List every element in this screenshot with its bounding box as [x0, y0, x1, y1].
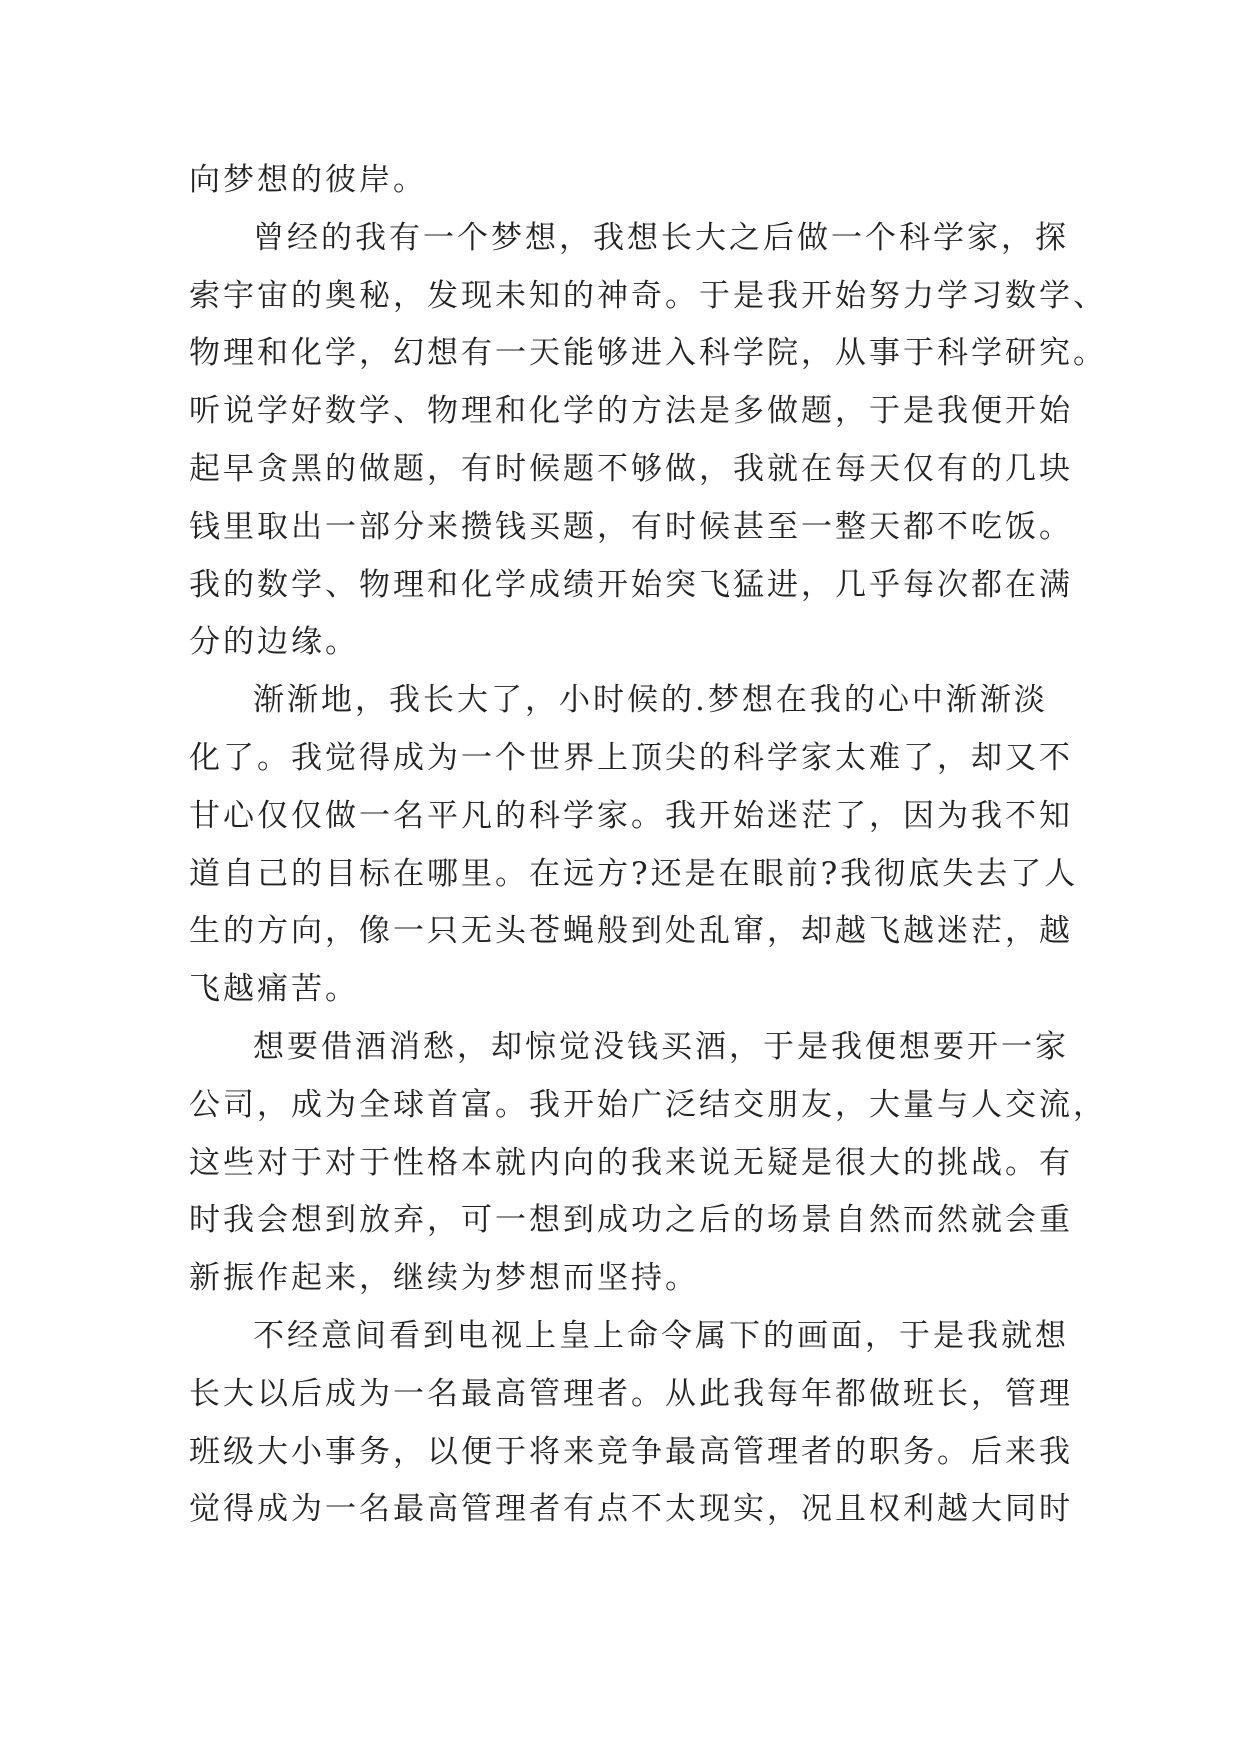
paragraph-2	[189, 210, 1107, 672]
text-line: 曾经的我有一个梦想，我想长大之后做一个科学家，探	[253, 219, 1069, 256]
text-line: 向梦想的彼岸。	[189, 162, 427, 198]
paragraph-4	[189, 1019, 1107, 1308]
text-line: 长大以后成为一名最高管理者。从此我每年都做班长，管理	[189, 1375, 1073, 1412]
paragraph-1	[189, 152, 1069, 210]
text-line: 班级大小事务，以便于将来竞争最高管理者的职务。后来我	[189, 1433, 1073, 1470]
text-line: 渐渐地，我长大了，小时候的.梦想在我的心中渐渐淡	[253, 682, 1048, 719]
text-line: 这些对于对于性格本就内向的我来说无疑是很大的挑战。有	[189, 1144, 1073, 1181]
text-line: 觉得成为一名最高管理者有点不太现实，况且权利越大同时	[189, 1491, 1073, 1528]
text-line: 新振作起来，继续为梦想而坚持。	[189, 1260, 699, 1297]
text-line: 化了。我觉得成为一个世界上顶尖的科学家太难了，却又不	[189, 739, 1073, 776]
text-line: 时我会想到放弃，可一想到成功之后的场景自然而然就会重	[189, 1202, 1073, 1239]
text-line: 索宇宙的奥秘，发现未知的神奇。于是我开始努力学习数学、	[189, 277, 1107, 314]
text-line: 公司，成为全球首富。我开始广泛结交朋友，大量与人交流，	[189, 1086, 1107, 1123]
text-line: 甘心仅仅做一名平凡的科学家。我开始迷茫了，因为我不知	[189, 797, 1073, 834]
text-line: 不经意间看到电视上皇上命令属下的画面，于是我就想	[253, 1317, 1069, 1354]
text-line: 我的数学、物理和化学成绩开始突飞猛进，几乎每次都在满	[189, 566, 1073, 603]
text-line: 听说学好数学、物理和化学的方法是多做题，于是我便开始	[189, 393, 1073, 430]
text-line: 道自己的目标在哪里。在远方?还是在眼前?我彻底失去了人	[189, 855, 1079, 892]
text-line: 想要借酒消愁，却惊觉没钱买酒，于是我便想要开一家	[253, 1028, 1069, 1065]
text-line: 分的边缘。	[189, 624, 359, 661]
text-line: 钱里取出一部分来攒钱买题，有时候甚至一整天都不吃饭。	[189, 508, 1073, 545]
text-line: 物理和化学，幻想有一天能够进入科学院，从事于科学研究。	[189, 335, 1107, 372]
paragraph-5	[189, 1308, 1073, 1539]
text-line: 飞越痛苦。	[189, 971, 359, 1008]
text-line: 生的方向，像一只无头苍蝇般到处乱窜，却越飞越迷茫，越	[189, 913, 1073, 950]
document-body	[189, 152, 1107, 1539]
text-line: 起早贪黑的做题，有时候题不够做，我就在每天仅有的几块	[189, 450, 1073, 487]
paragraph-3	[189, 672, 1079, 1019]
